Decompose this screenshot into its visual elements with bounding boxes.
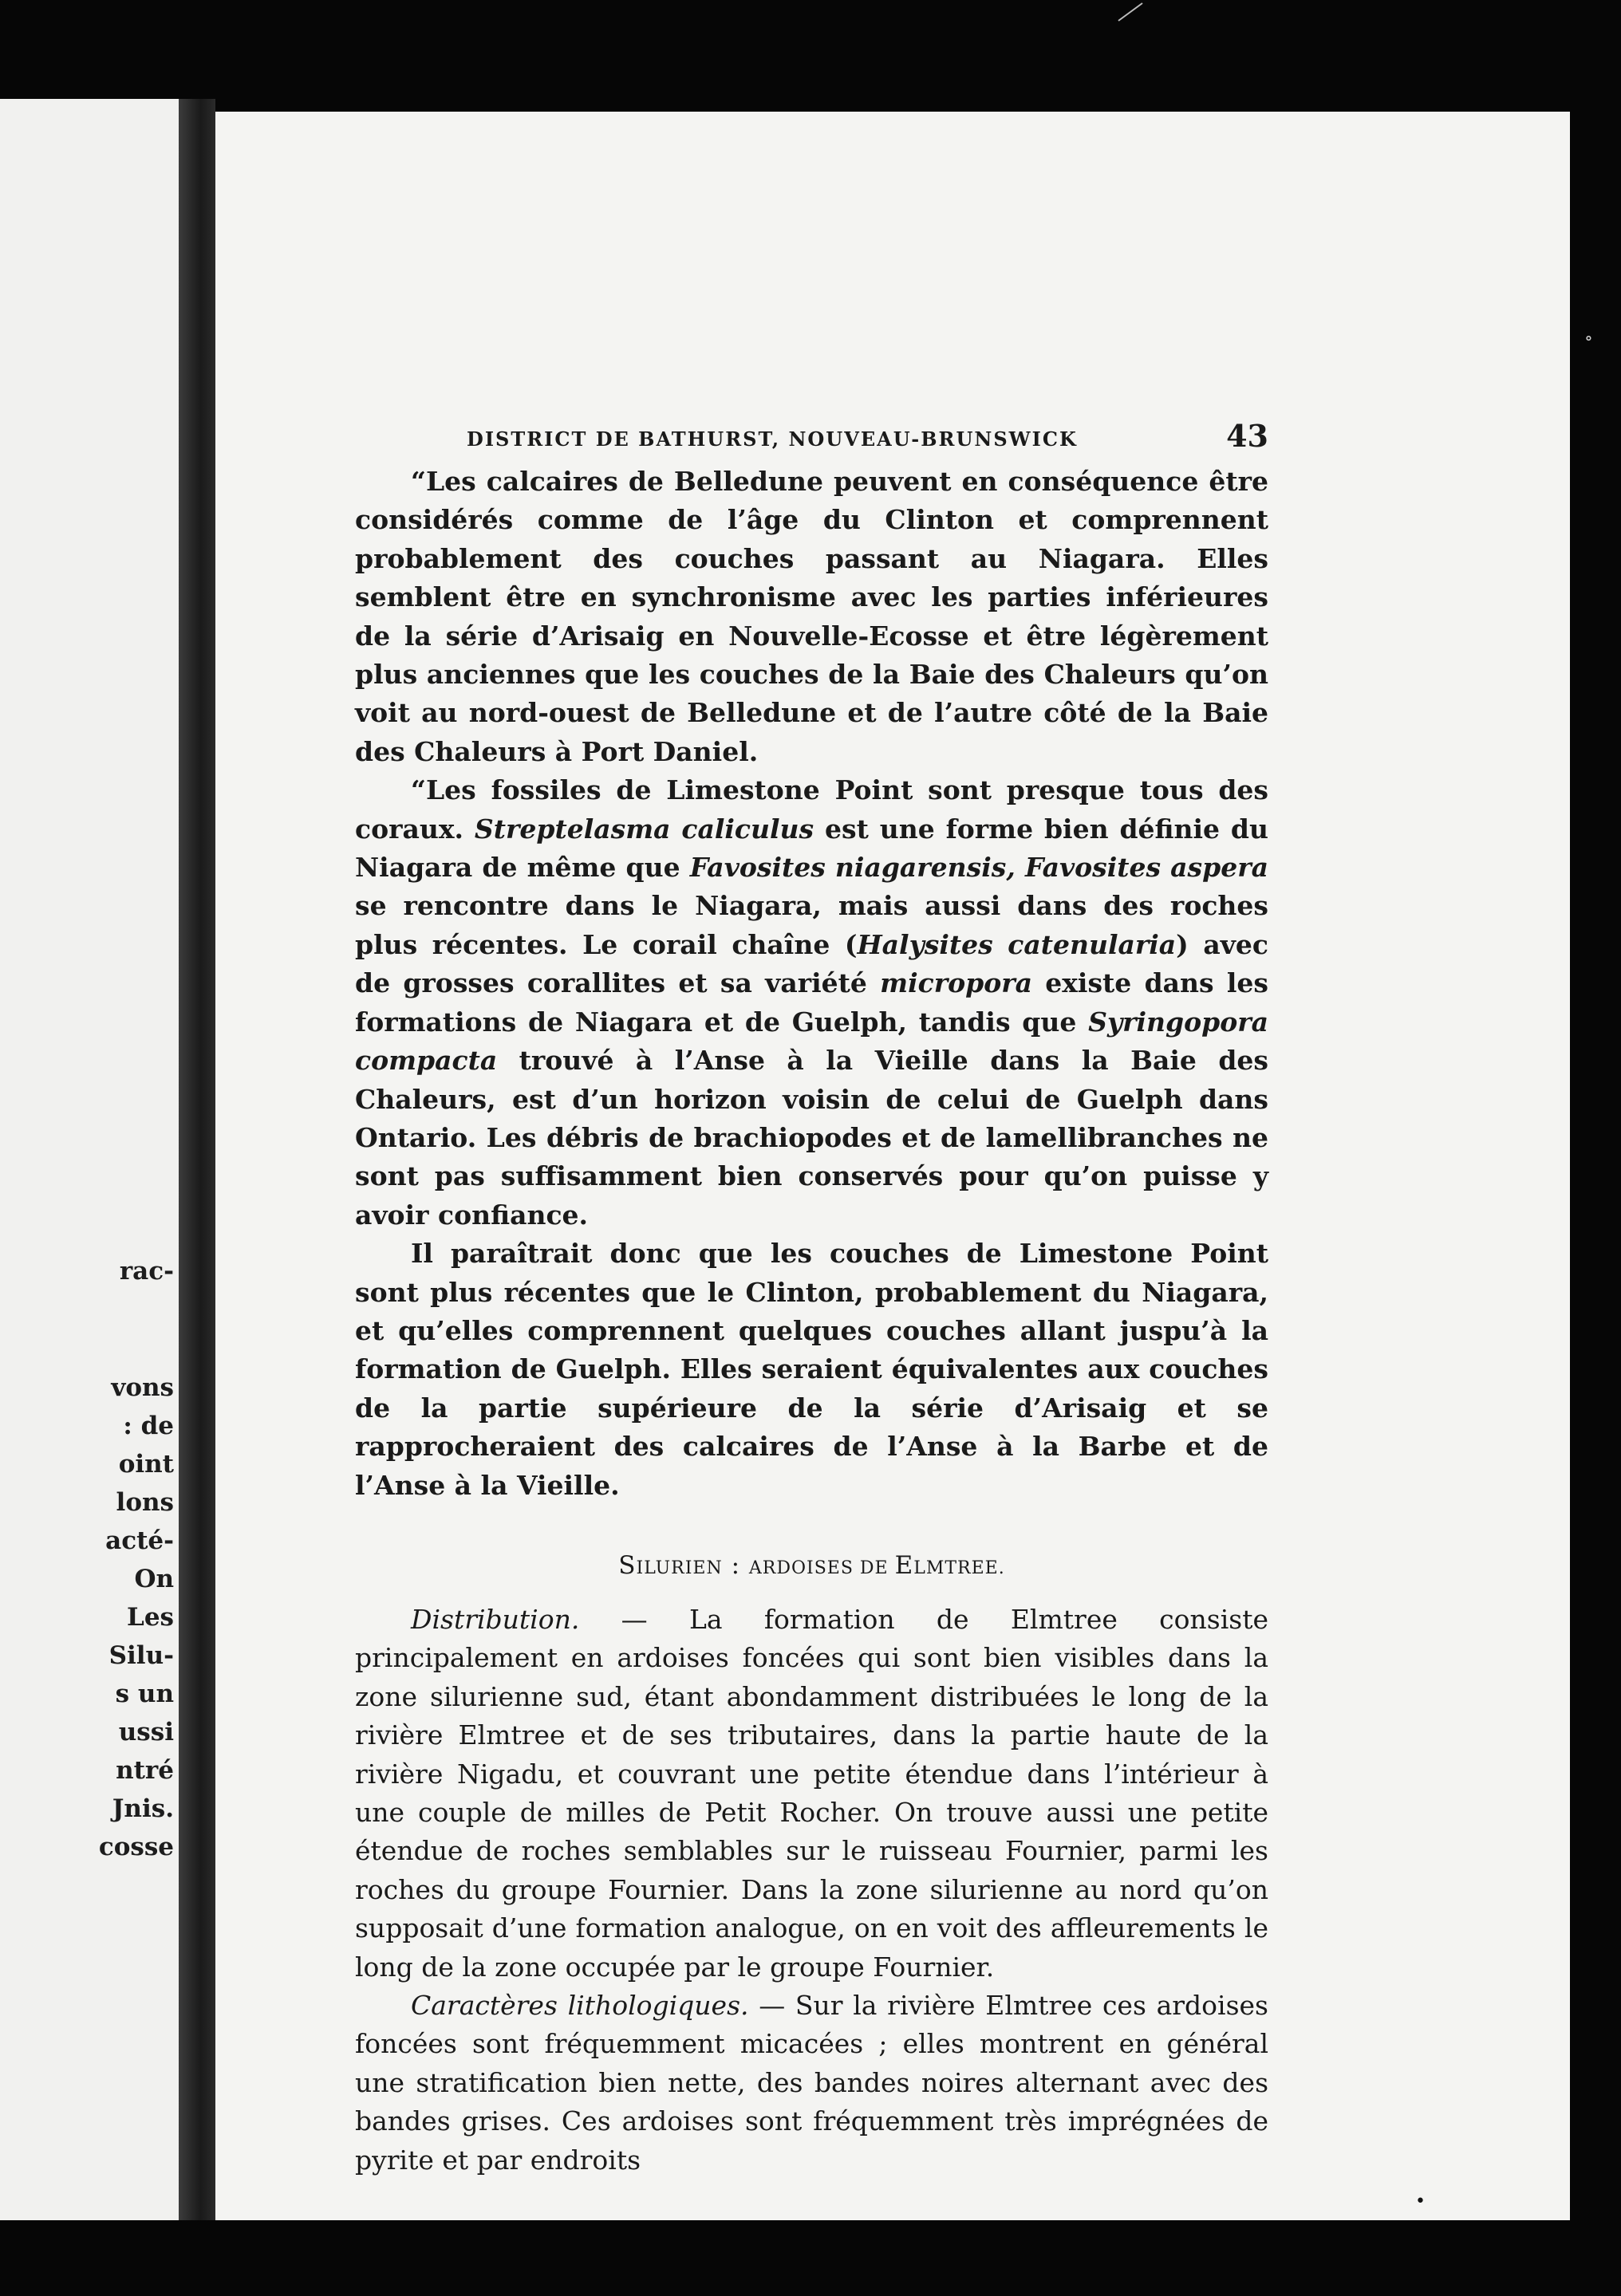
- left-page-fragment: ntré: [116, 1756, 174, 1785]
- taxon-name: Favosites niagarensis, Favosites aspera: [689, 852, 1268, 884]
- heading-capital: S: [618, 1550, 637, 1580]
- heading-small-caps: LMTREE.: [913, 1558, 1005, 1578]
- running-head: DISTRICT DE BATHURST, NOUVEAU-BRUNSWICK: [467, 427, 1078, 451]
- left-page-fragment: : de: [123, 1412, 174, 1440]
- scan-dot-icon: ∘: [1584, 329, 1593, 349]
- document-page: [215, 112, 1570, 2220]
- book-gutter: [179, 99, 215, 2220]
- paragraph-lead: Distribution.: [411, 1603, 580, 1635]
- page-header: [355, 415, 1268, 463]
- scan-mark-icon: [1115, 0, 1147, 24]
- heading-capital: E: [894, 1550, 914, 1580]
- text-run: est une forme bien définie du Niagara de même que: [355, 813, 1268, 884]
- left-page-fragment: oint: [118, 1450, 174, 1479]
- left-page-fragment: lons: [116, 1488, 174, 1517]
- text-run: trouvé à l’Anse à la Vieille dans la Baie des Chaleurs, est d’un horizon voisin de celui de Guelph dans Ontario. Les débris de brachiopodes et de lamellibranches ne sont pas suffisamment bien conservés pour qu’on puisse y avoir confiance.: [355, 1045, 1268, 1231]
- scan-dot-icon: •: [1415, 2192, 1426, 2211]
- left-page-fragment: Les: [127, 1603, 174, 1632]
- text-run: existe dans les formations de Niagara et de Guelph, tandis que: [355, 967, 1268, 1038]
- left-page-fragment: rac-: [119, 1257, 174, 1286]
- left-page-fragment: Silu-: [108, 1641, 174, 1670]
- left-page-fragment: s un: [115, 1680, 174, 1708]
- left-page-fragment: vons: [111, 1373, 174, 1402]
- text-run: se rencontre dans le Niagara, mais aussi dans des roches plus récentes. Le corail chaîne (: [355, 890, 1268, 960]
- text-run: ) avec de grosses corallites et sa variété: [355, 928, 1268, 999]
- left-page-fragment: On: [134, 1565, 174, 1593]
- paragraph: [355, 1987, 1268, 2180]
- text-run: “Les fossiles de Limestone Point sont presque tous des coraux.: [355, 774, 1268, 845]
- paragraph-lead: Caractères lithologiques.: [411, 1990, 749, 2022]
- page-number: 43: [1226, 418, 1268, 454]
- paragraph: [355, 771, 1268, 1235]
- heading-small-caps: ARDOISES DE: [748, 1558, 895, 1578]
- left-facing-page: [0, 99, 179, 2220]
- text-run: — La formation de Elmtree consiste principalement en ardoises foncées qui sont bien visibles dans la zone silurienne sud, étant abondamment distribuées le long de la rivière Elmtree et de ses tributaires, dans la partie haute de la rivière Nigadu, et couvrant une petite étendue dans l’intérieur à une couple de milles de Petit Rocher. On trouve aussi une petite étendue de roches semblables sur le ruisseau Fournier, parmi les roches du groupe Fournier. Dans la zone silurienne au nord qu’on supposait d’une formation analogue, on en voit des affleurements le long de la zone occupée par le groupe Fournier.: [355, 1603, 1268, 1983]
- heading-separator: :: [722, 1550, 749, 1580]
- paragraph: Il paraîtrait donc que les couches de Limestone Point sont plus récentes que le Clinton, probablement du Niagara, et qu’elles comprennent quelques couches allant juspu’à la formation de Guelph. Elles seraient équivalentes aux couches de la partie supérieure de la série d’Arisaig et se rapprocheraient des calcaires de l’Anse à la Barbe et de l’Anse à la Vieille.: [355, 1238, 1268, 1501]
- heading-small-caps: ILURIEN: [636, 1558, 723, 1578]
- text-run: — Sur la rivière Elmtree ces ardoises foncées sont fréquemment micacées ; elles montrent en général une stratification bien nette, des bandes noires alternant avec des bandes grises. Ces ardoises sont fréquemment très imprégnées de pyrite et par endroits: [355, 1990, 1268, 2176]
- paragraph: [355, 1601, 1268, 1987]
- taxon-name: micropora: [880, 967, 1032, 999]
- section-heading: [355, 1551, 1268, 1580]
- page-text-block: [355, 415, 1268, 2180]
- paragraph: “Les calcaires de Belledune peuvent en conséquence être considérés comme de l’âge du Clinton et comprennent probablement des couches passant au Niagara. Elles semblent être en synchronisme avec les parties inférieures de la série d’Arisaig en Nouvelle-Ecosse et être légèrement plus anciennes que les couches de la Baie des Chaleurs qu’on voit au nord-ouest de Belledune et de l’autre côté de la Baie des Chaleurs à Port Daniel.: [355, 466, 1268, 767]
- taxon-name: Streptelasma caliculus: [474, 813, 814, 845]
- taxon-name: Halysites catenularia: [857, 928, 1177, 960]
- left-page-fragment: cosse: [98, 1833, 174, 1861]
- left-page-fragment: Jnis.: [112, 1794, 174, 1823]
- left-page-fragment: acté-: [105, 1526, 174, 1555]
- left-page-fragment: ussi: [118, 1718, 174, 1747]
- taxon-name: Syringopora compacta: [355, 1006, 1268, 1077]
